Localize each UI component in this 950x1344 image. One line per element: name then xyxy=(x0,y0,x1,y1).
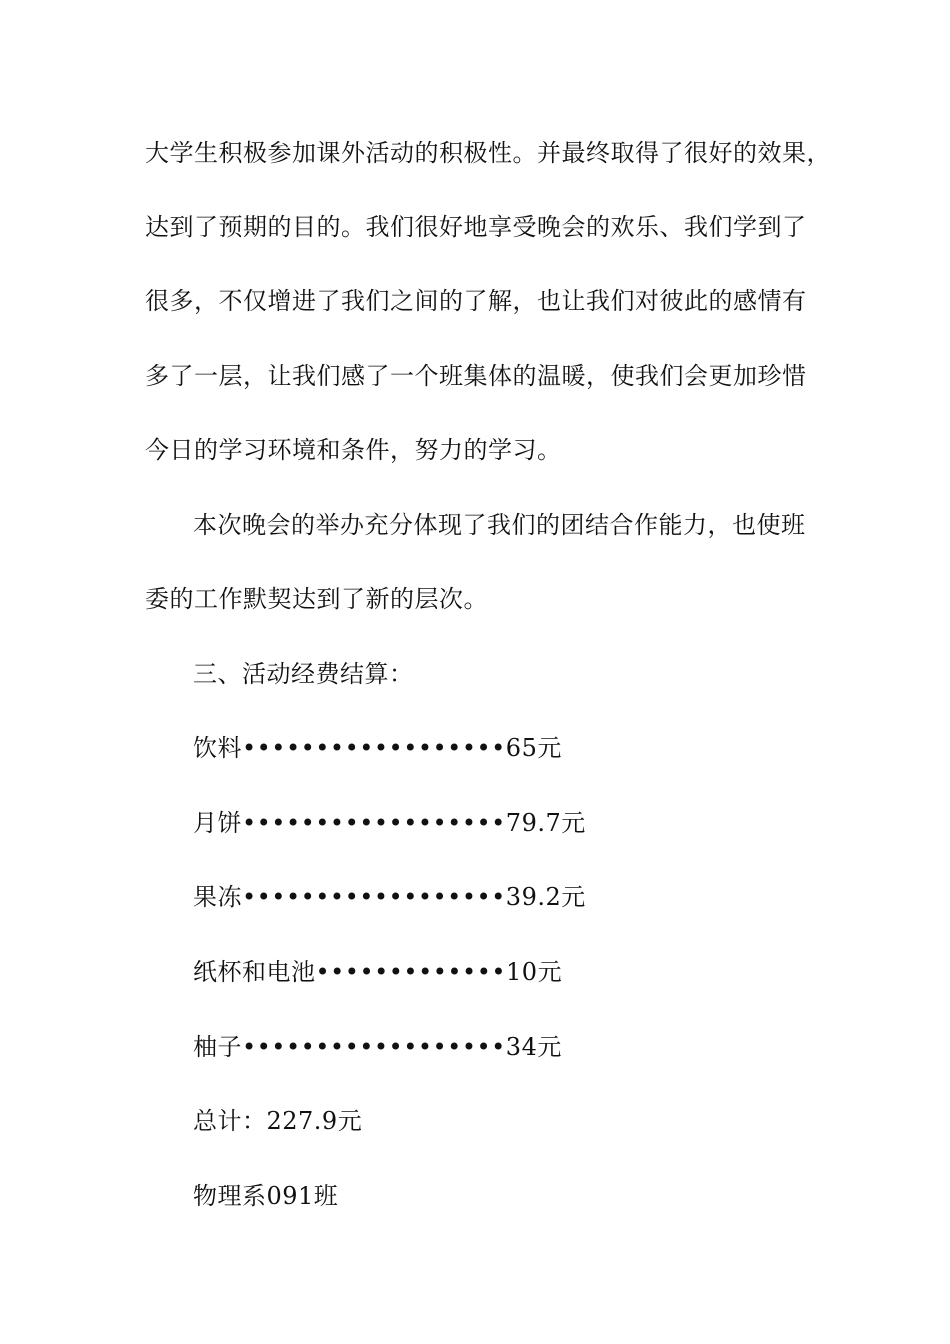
expense-item-pomelo: 柚子••••••••••••••••••34元 xyxy=(193,1033,562,1061)
expense-total: 总计：227.9元 xyxy=(193,1107,363,1135)
paragraph-1-line-3: 很多，不仅增进了我们之间的了解，也让我们对彼此的感情有 xyxy=(145,287,807,315)
expense-item-drinks: 饮料••••••••••••••••••65元 xyxy=(193,734,562,762)
paragraph-1-line-2: 达到了预期的目的。我们很好地享受晚会的欢乐、我们学到了 xyxy=(145,213,807,241)
expense-item-jelly: 果冻••••••••••••••••••39.2元 xyxy=(193,883,586,911)
paragraph-2-line-1: 本次晚会的举办充分体现了我们的团结合作能力，也使班 xyxy=(193,511,806,539)
class-signature: 物理系091班 xyxy=(193,1182,339,1210)
paragraph-1-line-4: 多了一层，让我们感了一个班集体的温暖，使我们会更加珍惜 xyxy=(145,362,807,390)
expense-item-mooncakes: 月饼••••••••••••••••••79.7元 xyxy=(193,809,586,837)
section-heading: 三、活动经费结算： xyxy=(193,660,414,688)
paragraph-1-line-5: 今日的学习环境和条件，努力的学习。 xyxy=(145,436,562,464)
paragraph-2-line-2: 委的工作默契达到了新的层次。 xyxy=(145,585,488,613)
expense-item-cups-batteries: 纸杯和电池•••••••••••••10元 xyxy=(193,958,563,986)
paragraph-1-line-1: 大学生积极参加课外活动的积极性。并最终取得了很好的效果， xyxy=(145,139,831,167)
